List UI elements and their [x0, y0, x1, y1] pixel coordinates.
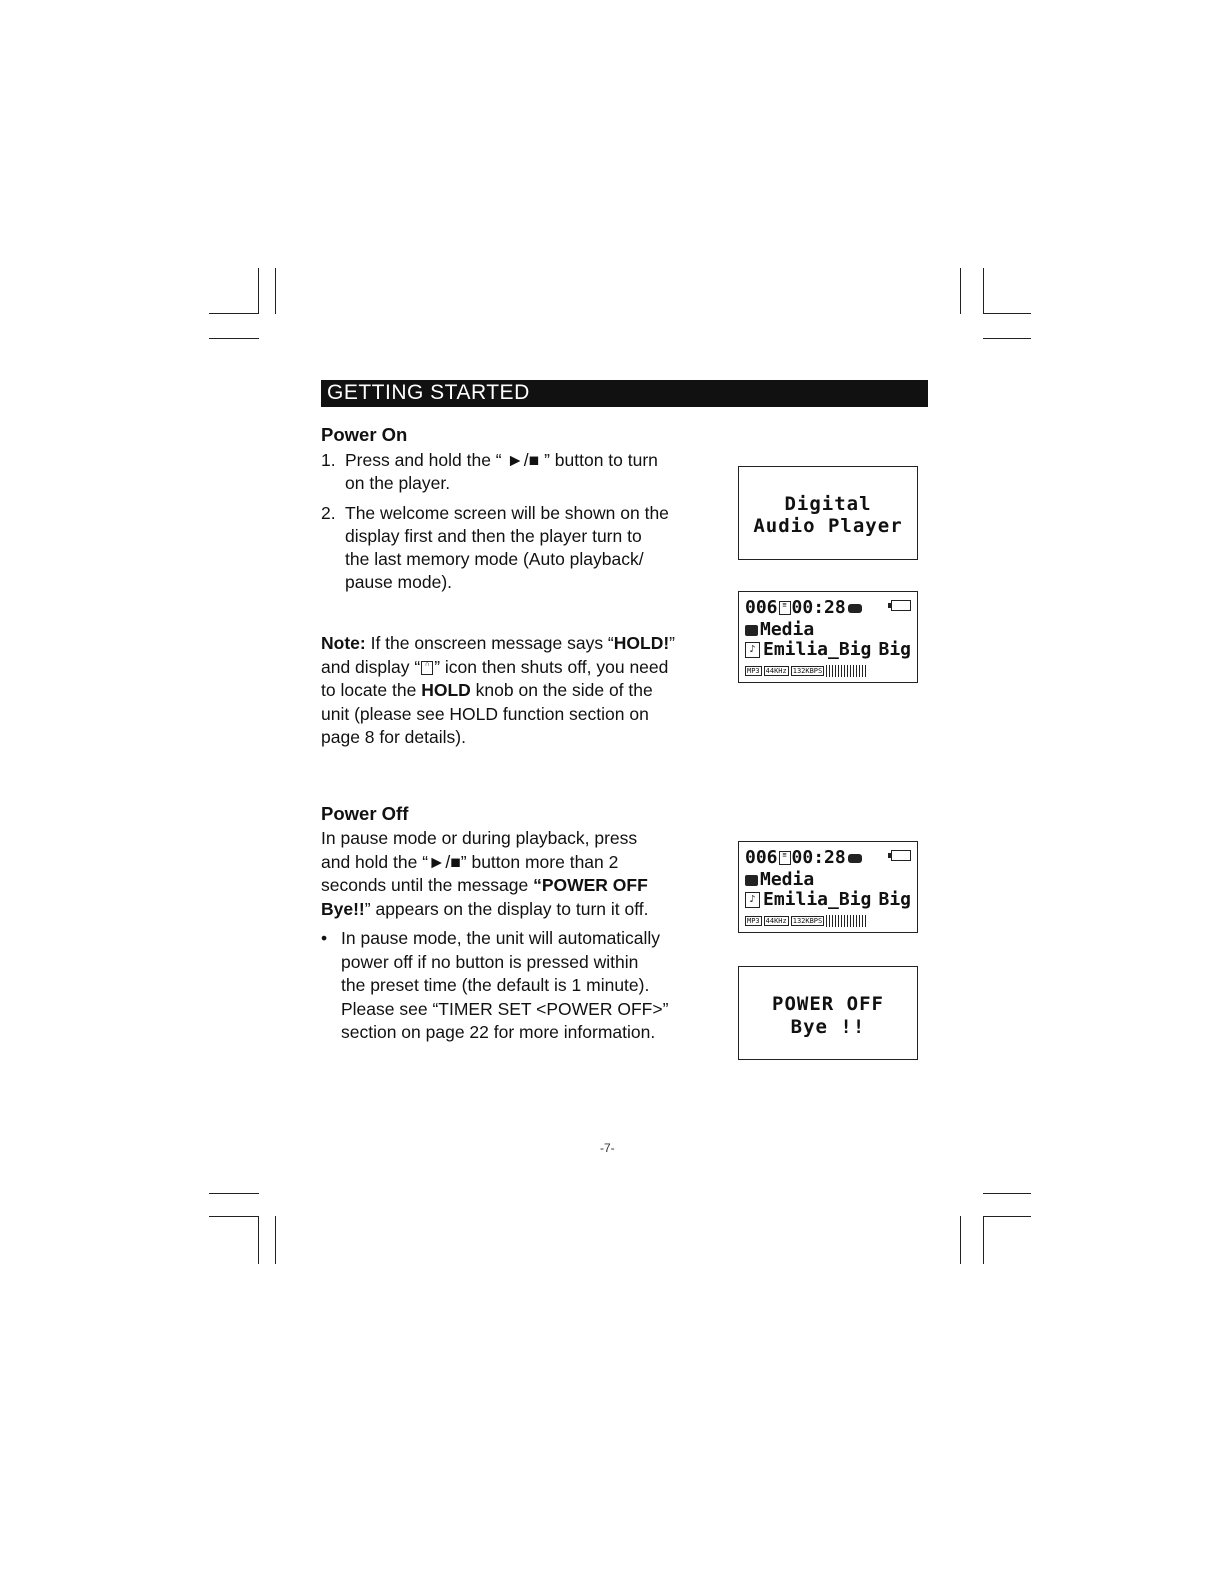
power-off-screen: [738, 966, 918, 1060]
bullet: •: [321, 928, 328, 948]
power-on-heading: Power On: [321, 424, 408, 445]
song-title: Emilia_Big: [763, 889, 872, 910]
play-time: 00:28: [791, 597, 846, 618]
bullet-line: power off if no button is pressed within: [341, 951, 639, 972]
power-off-line-1: POWER OFF: [772, 993, 884, 1015]
crop-mark: [983, 338, 1031, 339]
music-note-icon: ♪: [745, 892, 760, 908]
mode-icon: [848, 854, 862, 863]
crop-mark: [209, 1193, 259, 1194]
hold-knob-label: HOLD: [421, 680, 471, 700]
list-number: 1.: [321, 450, 336, 470]
format-badge: MP3: [747, 667, 760, 675]
format-badge: MP3: [747, 917, 760, 925]
crop-mark: [983, 1193, 1031, 1194]
battery-icon: [891, 850, 911, 861]
sample-rate-badge: 44KHz: [765, 917, 787, 925]
volume-bars-icon: [826, 915, 868, 927]
crop-mark: [983, 1216, 1031, 1217]
note-paragraph: [321, 632, 711, 750]
note-line: [321, 632, 711, 656]
power-off-line-2: Bye !!: [790, 1016, 866, 1038]
crop-mark: [983, 313, 1031, 314]
info-row: [745, 660, 868, 681]
note-label: Note:: [321, 633, 366, 653]
crop-mark: [275, 268, 276, 314]
crop-mark: [960, 268, 961, 314]
crop-mark: [983, 268, 984, 314]
note-line: page 8 for details).: [321, 727, 466, 747]
bullet-line: In pause mode, the unit will automatically: [341, 928, 661, 948]
power-off-paragraph: [321, 827, 711, 921]
playback-screen: [738, 591, 918, 683]
info-row: [745, 910, 868, 931]
mode-icon: [848, 604, 862, 613]
eq-icon: ≡: [779, 851, 791, 865]
list-line: display first and then the player turn to: [345, 526, 642, 546]
list-line: the last memory mode (Auto playback/: [345, 549, 644, 569]
welcome-screen: [738, 466, 918, 560]
folder-icon: [745, 625, 758, 636]
music-note-icon: ♪: [745, 642, 760, 658]
text-line: and hold the “►/■” button more than 2: [321, 851, 619, 872]
note-text: ”: [669, 633, 675, 653]
crop-mark: [275, 1216, 276, 1264]
text-line: [321, 898, 711, 922]
note-text: ” icon then shuts off, you need: [434, 656, 669, 677]
list-number: 2.: [321, 503, 336, 523]
bullet-line: the preset time (the default is 1 minute).: [341, 975, 650, 995]
text-span: ” appears on the display to turn it off.: [364, 898, 649, 919]
power-off-heading: Power Off: [321, 803, 409, 824]
volume-bars-icon: [826, 665, 868, 677]
note-text: and display “: [321, 656, 421, 677]
eq-icon: ≡: [779, 601, 791, 615]
crop-mark: [209, 338, 259, 339]
crop-mark: [960, 1216, 961, 1264]
section-title: GETTING STARTED: [327, 381, 530, 404]
bitrate-badge: 132KBPS: [792, 667, 823, 675]
text-line: In pause mode or during playback, press: [321, 828, 638, 848]
song-title-scroll: Big: [878, 889, 911, 910]
status-row: [745, 597, 862, 618]
note-line: [321, 679, 711, 703]
song-row: [745, 889, 911, 910]
hold-message: HOLD!: [613, 633, 670, 653]
folder-name: Media: [760, 619, 815, 640]
list-line: The welcome screen will be shown on the: [345, 503, 669, 523]
song-title: Emilia_Big: [763, 639, 872, 660]
note-line: [321, 656, 711, 680]
song-title-scroll: Big: [878, 639, 911, 660]
note-text: If the onscreen message says “: [365, 633, 614, 653]
bye-message: Bye!!: [321, 898, 365, 919]
folder-icon: [745, 875, 758, 886]
lock-icon: ∩: [421, 661, 433, 675]
crop-mark: [258, 268, 259, 314]
playback-screen: [738, 841, 918, 933]
note-line: unit (please see HOLD function section on: [321, 703, 649, 724]
power-off-message: “POWER OFF: [533, 875, 648, 895]
track-number: 006: [745, 847, 778, 868]
bullet-line: section on page 22 for more information.: [341, 1022, 656, 1042]
folder-row: [745, 619, 814, 640]
welcome-line-2: Audio Player: [753, 515, 903, 537]
text-line: [321, 874, 711, 898]
bullet-line: Please see “TIMER SET <POWER OFF>”: [341, 998, 669, 1019]
sample-rate-badge: 44KHz: [765, 667, 787, 675]
crop-mark: [983, 1216, 984, 1264]
list-line: on the player.: [345, 473, 451, 493]
folder-row: [745, 869, 814, 890]
play-time: 00:28: [791, 847, 846, 868]
page-number: -7-: [600, 1141, 615, 1155]
note-text: knob on the side of the: [470, 680, 653, 700]
crop-mark: [209, 313, 259, 314]
section-header: [321, 380, 928, 407]
list-line: pause mode).: [345, 572, 453, 592]
folder-name: Media: [760, 869, 815, 890]
song-row: [745, 639, 911, 660]
battery-icon: [891, 600, 911, 611]
status-row: [745, 847, 862, 868]
welcome-line-1: Digital: [784, 493, 872, 515]
text-span: seconds until the message: [321, 875, 534, 895]
track-number: 006: [745, 597, 778, 618]
bitrate-badge: 132KBPS: [792, 917, 823, 925]
list-line: Press and hold the “ ►/■ ” button to turn: [345, 450, 658, 470]
bullet-item: [321, 927, 711, 1045]
crop-mark: [258, 1216, 259, 1264]
note-text: to locate the: [321, 680, 422, 700]
crop-mark: [209, 1216, 259, 1217]
